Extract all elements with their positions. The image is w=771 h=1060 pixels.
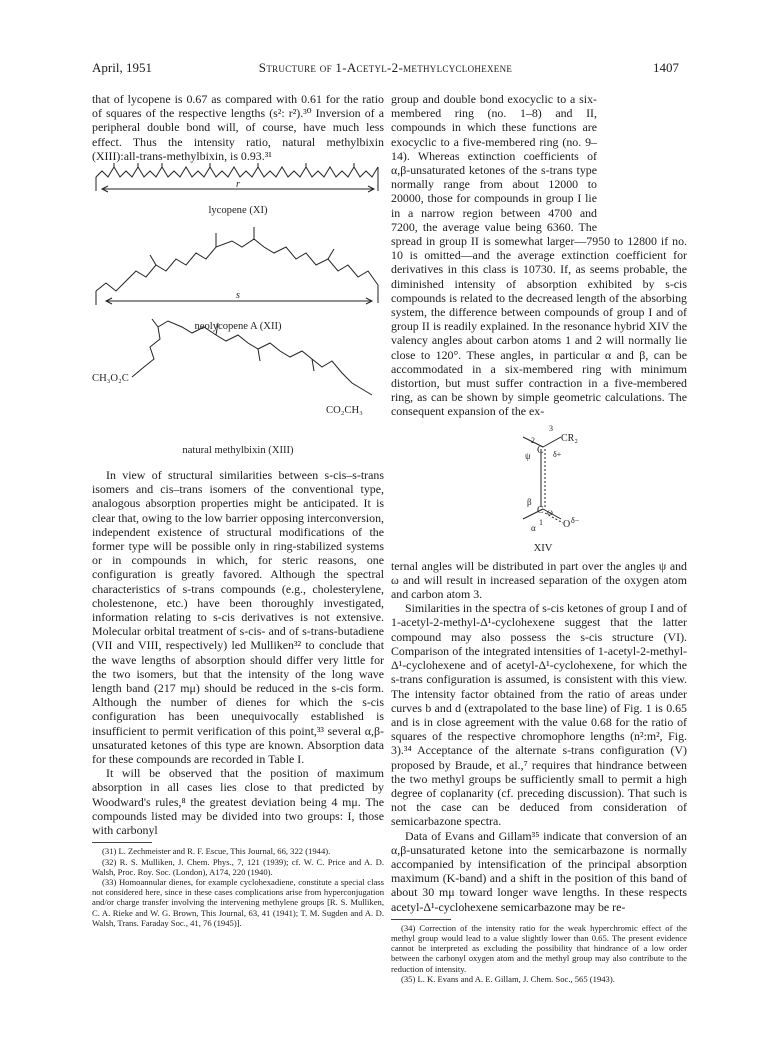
xiv-oxygen: O (563, 518, 571, 530)
left-paragraph-2: In view of structural similarities between s-cis–s-trans isomers and cis–trans isomers of the conventional type, analogous absorption properties might be anticipated. It is clear that, owing to the low barrier opposing interconversion, independent existence of structural modifications of the former type will be possible only in ring-stabilized systems or in compounds in which, for steric reasons, one configuration is greatly favored. Although the spectral characteristics of s-trans compounds (e.g., cholesterylene, cholestenone, etc.) have been thoroughly investigated, information relating to s-cis derivatives is not extensive. Molecular orbital treatment of s-cis- and of s-trans-butadiene (VII and VIII, respectively) led Mulliken³² to conclude that the wave lengths of absorption should differ very little for the two isomers, but that the intensity of the long wave length band (217 mμ) should be reduced in the s-cis form. Although the number of dienes for which the s-cis configuration has been unequivocally established is insufficient to permit verification of this point,³³ several α,β-unsaturated ketones of this type are known. Absorption data for these compounds are recorded in Table I. (92, 468, 384, 767)
footnote-rule-right (391, 919, 451, 920)
xiv-cr2: CR₂ (561, 432, 578, 444)
footnote-32: (32) R. S. Mulliken, J. Chem. Phys., 7, 121 (1939); cf. W. C. Price and A. D. Walsh, Proc. Roy. Soc. (London), A174, 220 (1940). (92, 856, 384, 877)
xiv-c-bottom: C (537, 504, 544, 516)
methylbixin-right-group: CO₂CH₃ (326, 405, 363, 417)
lycopene-caption: lycopene (XI) (208, 205, 268, 217)
header-date: April, 1951 (92, 60, 152, 75)
methylbixin-chain (132, 321, 372, 395)
left-column (92, 92, 384, 928)
neolycopene-chain (96, 239, 378, 291)
footnote-35: (35) L. K. Evans and A. E. Gillam, J. Chem. Soc., 565 (1943). (401, 973, 615, 984)
figure-float-space (597, 92, 687, 220)
xiv-atom-2: 2 (531, 435, 535, 445)
carotenoid-figure (92, 163, 384, 468)
xiv-alpha: α (531, 522, 536, 533)
methylbixin-left-group: CH₃O₂C (92, 373, 129, 385)
right-paragraph-1: group and double bond exocyclic to a six-membered ring (no. 1–8) and II, compounds in which these functions are exocyclic to a five-membered ring (no. 9–14). Whereas extinction coefficients of α,β-unsaturated ketones of the s-trans type normally range from about 12000 to 20000, those for compounds in group I lie in a narrow region between 4700 and 7200, the average value being 6360. The spread in group II is somewhat larger—7950 to 12800 if no. 10 is omitted—and the average extinction coefficient for derivatives in this class is 10730. If, as seems probable, the diminished intensity of absorption exhibited by s-cis compounds is related to the decreased length of the absorbing system, the difference between compounds of group I and of group II is readily explained. In the resonance hybrid XIV the valency angles about carbon atoms 1 and 2 will normally lie close to 120°. These angles, in particular α and β, can be accommodated in a six-membered ring with minimum distortion, but must suffer contraction in a five-membered ring, as can be shown by simple geometric calculations. The consequent expansion of the ex- (391, 92, 687, 419)
lycopene-r-label: r (236, 179, 240, 191)
xiv-omega: ω (547, 506, 553, 517)
left-paragraph-1: that of lycopene is 0.67 as compared with 0.61 for the ratio of squares of the respective lengths (s²: r²).³⁰ Inversion of a peripheral double bond will, of course, have much less effect. Thus the intensity ratio, natural methylbixin (XIII):all-trans-methylbixin, is 0.93.³¹ (92, 92, 384, 163)
xiv-delta-plus: δ+ (553, 449, 562, 459)
neolycopene-s-label: s (236, 290, 240, 302)
header-page-number: 1407 (653, 60, 679, 75)
lycopene-chain (96, 167, 378, 177)
footnote-33: (33) Homoannular dienes, for example cyclohexadiene, constitute a special class not considered here, since in these cases complications arise from hyperconjugation and/or charge transfer involving the intervening methylene groups [R. S. Mulliken, C. A. Rieke and W. G. Brown, This Journal, 63, 41 (1941); T. M. Sugden and A. D. Walsh, Trans. Faraday Soc., 41, 76 (1945)]. (92, 876, 384, 928)
neolycopene-caption: neolycopene A (XII) (194, 321, 282, 333)
xiv-atom-1: 1 (539, 517, 543, 527)
methylbixin-caption: natural methylbixin (XIII) (182, 445, 294, 457)
xiv-label: XIV (533, 542, 553, 554)
footnote-31: (31) L. Zechmeister and R. F. Escue, This Journal, 66, 322 (1944). (102, 846, 331, 857)
left-paragraph-3: It will be observed that the position of maximum absorption in all cases lies close to that predicted by Woodward's rules,⁸ the greatest deviation being 4 mμ. The compounds listed may be divided into two groups: I, those with carbonyl (92, 766, 384, 838)
xiv-structure (391, 419, 687, 559)
xiv-atom-3: 3 (549, 423, 553, 433)
right-column (391, 92, 687, 984)
xiv-c-top: C (537, 444, 544, 456)
right-paragraph-3: Similarities in the spectra of s-cis ketones of group I and of 1-acetyl-2-methyl-Δ¹-cyclohexene suggest that the latter compound may also possess the s-cis structure (VI). Comparison of the integrated intensities of 1-acetyl-2-methyl-Δ¹-cyclohexene and of acetyl-Δ¹-cyclohexene, for which the s-trans configuration is assumed, is consistent with this view. The intensity factor obtained from the ratio of areas under curves b and d (extrapolated to the base line) of Fig. 1 is 0.65 and is in close agreement with the value 0.68 for the ratio of squares of the respective chromophore lengths (n²:m², Fig. 3).³⁴ Acceptance of the alternate s-trans configuration (V) proposed by Braude, et al.,⁷ requires that hindrance between the two methyl groups be sufficiently small to permit a high degree of coplanarity (cf. preceding discussion). That such is not the case can be deduced from consideration of semicarbazone spectra. (391, 601, 687, 829)
carotenoid-structures (92, 163, 384, 468)
xiv-delta-minus: δ− (571, 515, 580, 525)
right-paragraph-4: Data of Evans and Gillam³⁵ indicate that conversion of an α,β-unsaturated ketone into the semicarbazone is normally accompanied by intensification of the principal absorption maximum (K-band) and a shift in the position of this band of about 30 mμ toward longer wave lengths. In these respects acetyl-Δ¹-cyclohexene semicarbazone may be re- (391, 828, 687, 914)
footnote-34: (34) Correction of the intensity ratio for the weak hyperchromic effect of the methyl group would lead to a value slightly lower than 0.65. The present evidence cannot be interpreted as excluding the possibility that hindrance of a low order between the carbonyl oxygen atom and the methyl group may also contribute to the reduction of intensity. (391, 922, 687, 974)
xiv-beta: β (527, 496, 532, 507)
right-paragraph-2: ternal angles will be distributed in part over the angles ψ and ω and will result in increased separation of the oxygen atom and carbon atom 3. (391, 558, 687, 602)
footnote-rule (92, 842, 152, 843)
resonance-hybrid-xiv (391, 419, 687, 559)
header-title: Structure of 1-Acetyl-2-methylcyclohexene (258, 60, 513, 75)
xiv-psi: ψ (525, 450, 531, 461)
